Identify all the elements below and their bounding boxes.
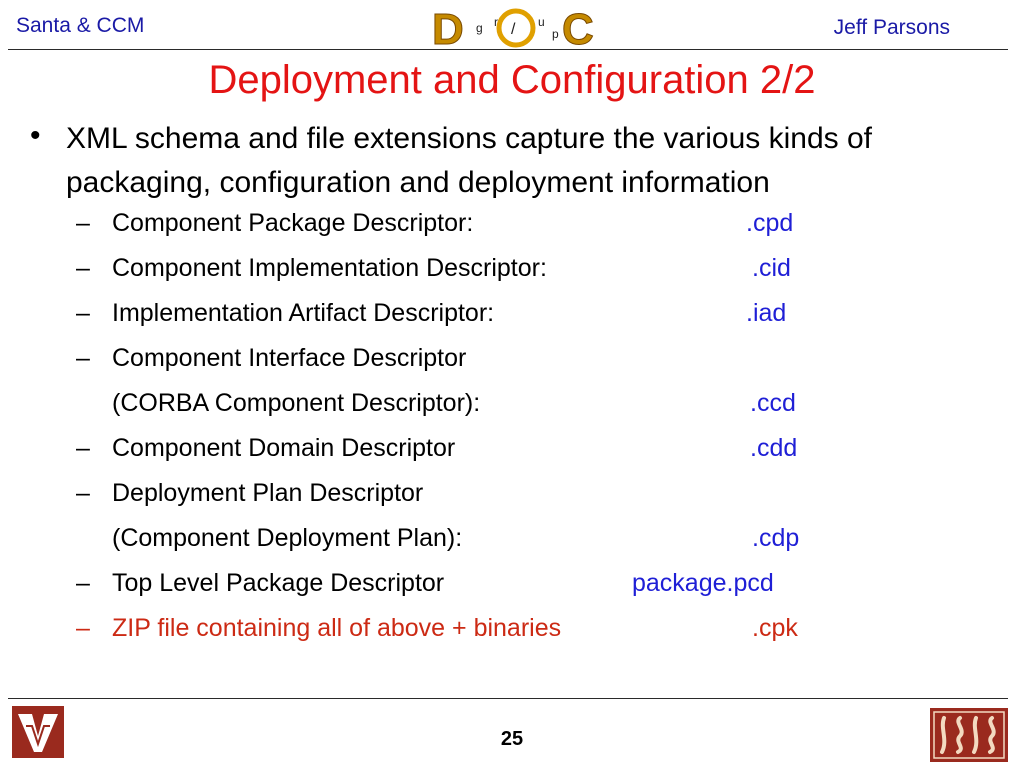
logo-letter-d: D [432,5,464,50]
item-extension: .cpk [752,614,798,642]
page-number: 25 [500,728,524,750]
logo-letter-c: C [562,5,594,50]
item-label: Implementation Artifact Descriptor: [112,299,495,327]
header-divider [8,49,1008,50]
dash-marker: – [76,569,90,597]
item-extension: .ccd [750,389,796,417]
item-label: Component Domain Descriptor [112,434,456,462]
bullet-marker: • [30,119,41,152]
item-extension: .cid [752,254,791,282]
item-label: ZIP file containing all of above + binaries [112,614,562,642]
logo-letter-slash: / [511,21,516,38]
item-extension: .iad [746,299,787,327]
logo-letter-g: g [476,21,483,35]
dash-marker: – [76,299,90,327]
doc-group-logo [430,4,598,50]
item-extension: package.pcd [632,569,774,597]
item-label: Component Package Descriptor: [112,209,474,237]
dash-marker: – [76,479,90,507]
logo-letter-p: p [552,27,559,41]
dash-marker: – [76,434,90,462]
logo-letter-r: r [494,15,498,29]
item-label: Top Level Package Descriptor [112,569,445,597]
dash-marker: – [76,614,90,642]
item-label: Component Implementation Descriptor: [112,254,547,282]
slide-title: Deployment and Configuration 2/2 [208,58,816,102]
item-label: Component Interface Descriptor [112,344,467,372]
logo-ring-icon [499,11,533,45]
dash-marker: – [76,344,90,372]
dash-marker: – [76,209,90,237]
footer-divider [8,698,1008,699]
item-extension: .cpd [746,209,794,237]
header-right-text: Jeff Parsons [833,16,950,39]
header-left-text: Santa & CCM [16,14,145,37]
bullet-text: XML schema and file extensions capture the various kinds of packaging, configuration and deployment information [66,122,872,199]
item-label: Deployment Plan Descriptor [112,479,424,507]
item-extension: .cdd [750,434,798,462]
item-extension: .cdp [752,524,800,552]
item-label: (CORBA Component Descriptor): [112,389,481,417]
item-label: (Component Deployment Plan): [112,524,463,552]
isis-logo-icon [930,708,1008,762]
dash-marker: – [76,254,90,282]
logo-letter-u: u [538,15,545,29]
